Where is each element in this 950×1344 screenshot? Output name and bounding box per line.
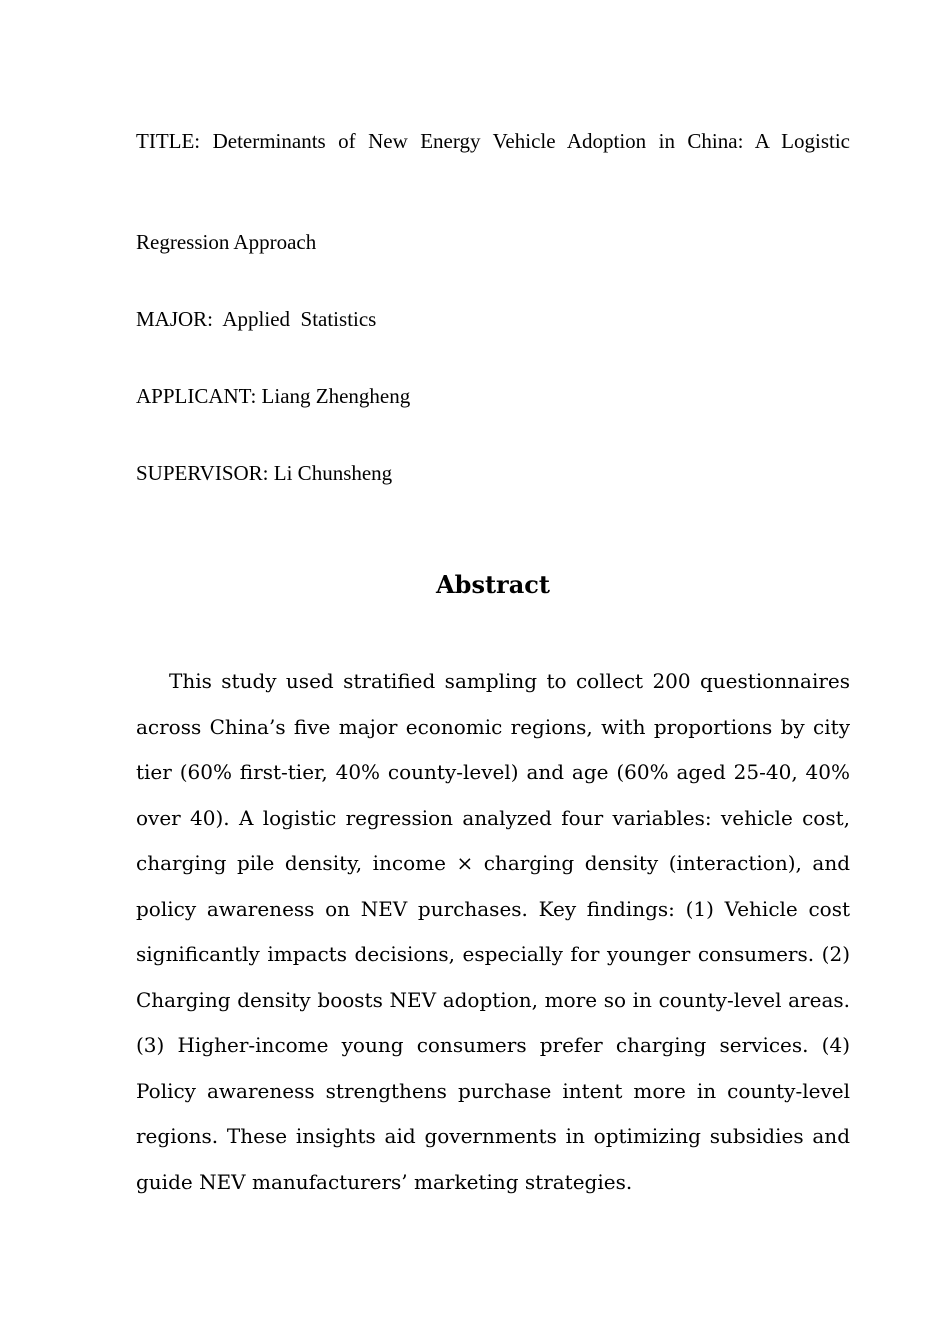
applicant-field: APPLICANT: Liang Zhengheng	[136, 384, 411, 408]
thesis-title-line-1: TITLE: Determinants of New Energy Vehicle Adoption in China: A Logistic	[136, 129, 850, 153]
abstract-body: This study used stratified sampling to collect 200 questionnaires across China’s five major economic regions, with proportions by city tier (60% first-tier, 40% county-level) and age (60% aged 25-40, 40% over 40). A logistic regression analyzed four variables: vehicle cost, charging pile density, income × charging density (interaction), and policy awareness on NEV purchases. Key findings: (1) Vehicle cost significantly impacts decisions, especially for younger consumers. (2) Charging density boosts NEV adoption, more so in county-level areas. (3) Higher-income young consumers prefer charging services. (4) Policy awareness strengthens purchase intent more in county-level regions. These insights aid governments in optimizing subsidies and guide NEV manufacturers’ marketing strategies.	[136, 669, 850, 1194]
abstract-heading: Abstract	[436, 570, 550, 599]
major-field: MAJOR: Applied Statistics	[136, 307, 377, 331]
thesis-title-line-2: Regression Approach	[136, 230, 317, 254]
supervisor-field: SUPERVISOR: Li Chunsheng	[136, 461, 393, 485]
